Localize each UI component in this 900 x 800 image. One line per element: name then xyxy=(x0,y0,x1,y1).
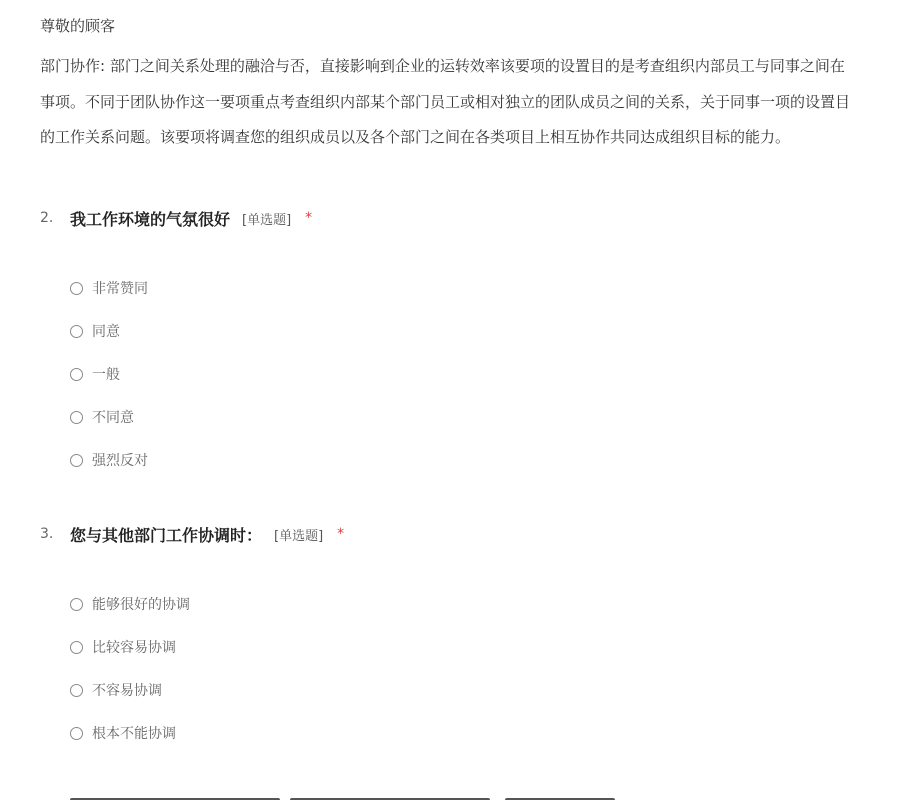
intro-text-line-1: 部门协作: 部门之间关系处理的融洽与否，直接影响到企业的运转效率该要项的设置目的是考查组织内部员工与同事之间在 xyxy=(40,57,845,75)
option-label: 非常赞同 xyxy=(92,281,148,297)
radio-button-icon[interactable] xyxy=(70,727,83,740)
option-label: 根本不能协调 xyxy=(92,726,176,742)
next-question-cutoff xyxy=(40,792,640,800)
intro-text-line-3: 的工作关系问题。该要项将调查您的组织成员以及各个部门之间在各类项目上相互协作共同达成组织目标的能力。 xyxy=(40,128,791,146)
required-asterisk: * xyxy=(305,210,313,226)
radio-button-icon[interactable] xyxy=(70,641,83,654)
greeting-text: 尊敬的顾客 xyxy=(40,17,116,35)
question-2-option-4[interactable] xyxy=(70,407,134,427)
intro-text-line-2: 事项。不同于团队协作这一要项重点考查组织内部某个部门员工或相对独立的团队成员之间的关系，关于同事一项的设置目 xyxy=(40,93,851,111)
question-number: 2. xyxy=(40,210,54,226)
question-title: 我工作环境的气氛很好 xyxy=(70,209,231,229)
question-2-option-2[interactable] xyxy=(70,321,120,341)
question-number: 3. xyxy=(40,526,54,542)
radio-button-icon[interactable] xyxy=(70,411,83,424)
option-label: 比较容易协调 xyxy=(92,640,176,656)
question-3-option-2[interactable] xyxy=(70,637,176,657)
radio-button-icon[interactable] xyxy=(70,368,83,381)
option-label: 同意 xyxy=(92,324,120,340)
option-label: 能够很好的协调 xyxy=(92,597,190,613)
question-type-label: [单选题] xyxy=(274,528,324,544)
question-2-option-3[interactable] xyxy=(70,364,120,384)
radio-button-icon[interactable] xyxy=(70,684,83,697)
question-2-option-1[interactable] xyxy=(70,278,148,298)
question-type-label: [单选题] xyxy=(242,212,292,228)
radio-button-icon[interactable] xyxy=(70,454,83,467)
question-title: 您与其他部门工作协调时： xyxy=(70,525,263,545)
radio-button-icon[interactable] xyxy=(70,598,83,611)
question-3-option-4[interactable] xyxy=(70,723,176,743)
option-label: 不容易协调 xyxy=(92,683,162,699)
required-asterisk: * xyxy=(337,526,345,542)
radio-button-icon[interactable] xyxy=(70,282,83,295)
radio-button-icon[interactable] xyxy=(70,325,83,338)
option-label: 强烈反对 xyxy=(92,453,148,469)
question-2-option-5[interactable] xyxy=(70,450,148,470)
option-label: 一般 xyxy=(92,367,120,383)
question-2-header xyxy=(40,206,312,230)
option-label: 不同意 xyxy=(92,410,134,426)
question-3-option-3[interactable] xyxy=(70,680,162,700)
question-3-header xyxy=(40,522,344,546)
question-3-option-1[interactable] xyxy=(70,594,190,614)
